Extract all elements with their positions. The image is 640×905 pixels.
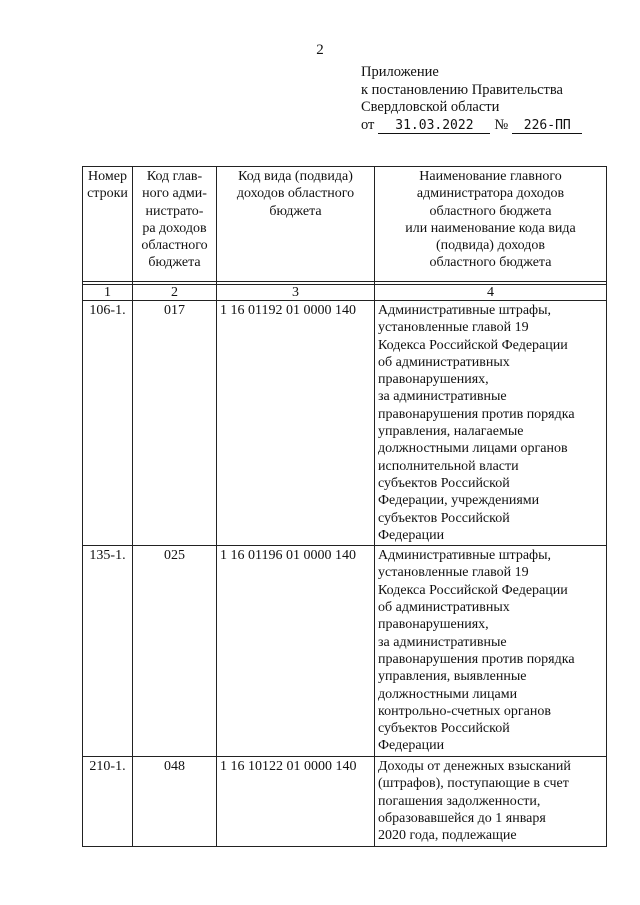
description-line: контрольно-счетных органов [378, 703, 551, 719]
description-line: за административные [378, 389, 507, 405]
table-row [83, 546, 607, 757]
row-number: 135-1. [83, 546, 133, 757]
column-number: 1 [83, 285, 133, 301]
description-line: правонарушения против порядка [378, 651, 575, 667]
page-number: 2 [316, 42, 324, 58]
description-line: Федерации, учреждениями [378, 493, 540, 509]
header-revenue-code [217, 167, 375, 282]
revenue-code: 1 16 01192 01 0000 140 [217, 301, 375, 546]
revenue-name [375, 301, 607, 546]
revenue-code: 1 16 10122 01 0000 140 [217, 757, 375, 846]
description-line: должностными лицами [378, 686, 518, 702]
revenue-name [375, 757, 607, 846]
revenue-code: 1 16 01196 01 0000 140 [217, 546, 375, 757]
header-line: строки [87, 186, 128, 202]
header-line: или наименование кода вида [405, 220, 576, 236]
header-line: ра доходов [142, 220, 207, 236]
admin-code: 017 [133, 301, 217, 546]
column-number: 3 [217, 285, 375, 301]
table-header-row [83, 167, 607, 282]
row-number: 106-1. [83, 301, 133, 546]
description-line: должностными лицами органов [378, 441, 568, 457]
description-line: субъектов Российской [378, 510, 510, 526]
table-row [83, 301, 607, 546]
revenue-name [375, 546, 607, 757]
column-number: 2 [133, 285, 217, 301]
description-line: за административные [378, 634, 507, 650]
header-row-number [83, 167, 133, 282]
description-line: Федерации [378, 527, 445, 543]
appendix-block [361, 64, 631, 134]
description-line: 2020 года, подлежащие [378, 828, 517, 844]
header-line: Код вида (подвида) [238, 169, 353, 184]
description-line: Доходы от денежных взысканий [378, 759, 571, 775]
date-prefix: от [361, 116, 375, 133]
description-line: установленные главой 19 [378, 320, 529, 336]
header-line: ного адми- [142, 186, 207, 202]
description-line: правонарушениях, [378, 617, 489, 633]
description-line: субъектов Российской [378, 475, 510, 491]
admin-code: 048 [133, 757, 217, 846]
header-line: областного бюджета [429, 203, 552, 219]
description-line: Кодекса Российской Федерации [378, 337, 568, 353]
description-line: исполнительной власти [378, 458, 519, 474]
description-line: правонарушениях, [378, 372, 489, 388]
description-line: Федерации [378, 738, 445, 754]
header-line: доходов областного [236, 186, 355, 202]
description-line: Административные штрафы, [378, 548, 552, 564]
description-line: правонарушения против порядка [378, 406, 575, 422]
header-line: нистрато- [145, 203, 204, 219]
column-number-row [83, 285, 607, 301]
revenue-table [82, 166, 607, 847]
table-row [83, 757, 607, 846]
appendix-title: Приложение [361, 64, 439, 80]
column-number: 4 [375, 285, 607, 301]
appendix-resolution: к постановлению Правительства [361, 81, 563, 98]
number-sign: № [494, 116, 509, 133]
description-line: управления, налагаемые [378, 424, 524, 440]
header-line: областного [141, 238, 208, 254]
header-line: бюджета [148, 255, 201, 271]
description-line: управления, выявленные [378, 669, 527, 685]
header-line: (подвида) доходов [435, 238, 546, 254]
resolution-signature-line [361, 117, 631, 135]
row-number: 210-1. [83, 757, 133, 846]
description-line: (штрафов), поступающие в счет [378, 776, 569, 792]
description-line: об административных [378, 600, 510, 616]
description-line: установленные главой 19 [378, 565, 529, 581]
header-line: Наименование главного [419, 169, 562, 184]
header-line: бюджета [269, 203, 322, 219]
description-line: погашения задолженности, [378, 793, 541, 809]
admin-code: 025 [133, 546, 217, 757]
description-line: Административные штрафы, [378, 303, 552, 318]
appendix-region: Свердловской области [361, 99, 500, 115]
header-line: Код глав- [146, 169, 203, 184]
header-line: областного бюджета [429, 255, 552, 271]
description-line: субъектов Российской [378, 721, 510, 737]
description-line: Кодекса Российской Федерации [378, 582, 568, 598]
header-line: администратора доходов [416, 186, 565, 202]
header-name [375, 167, 607, 282]
resolution-date: 31.03.2022 [378, 118, 490, 134]
description-line: об административных [378, 354, 510, 370]
description-line: образовавшейся до 1 января [378, 811, 546, 827]
resolution-number: 226-ПП [512, 118, 582, 134]
header-admin-code [133, 167, 217, 282]
header-line: Номер [88, 169, 127, 184]
